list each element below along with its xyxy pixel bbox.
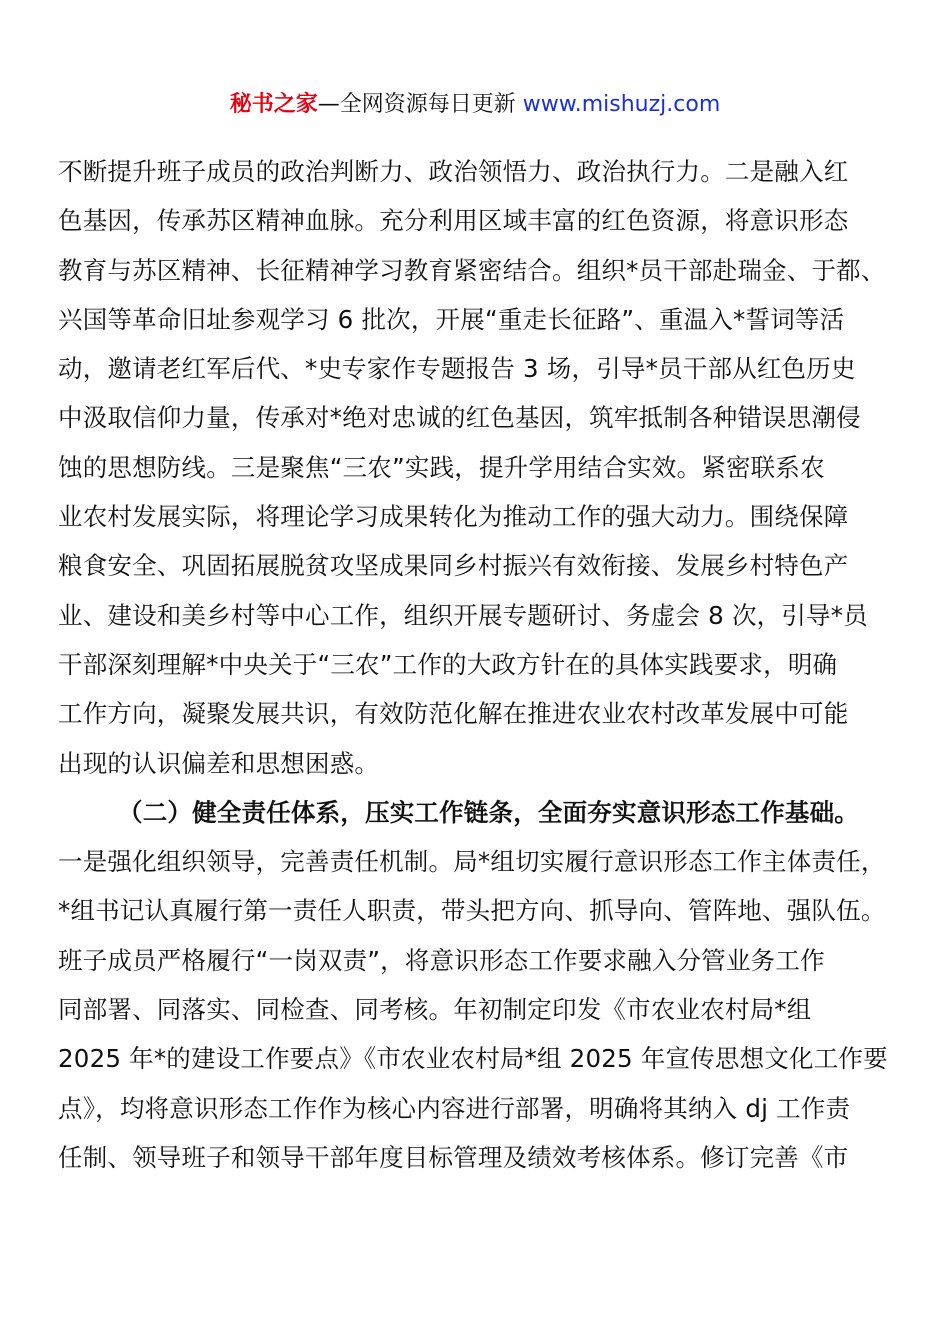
section-heading: （二）健全责任体系，压实工作链条，全面夯实意识形态工作基础。 xyxy=(118,797,859,827)
text-line: 动，邀请老红军后代、*史专家作专题报告 3 场，引导*员干部从红色历史 xyxy=(58,354,856,384)
site-brand: 秘书之家 xyxy=(229,92,318,117)
text-line: 2025 年*的建设工作要点》《市农业农村局*组 2025 年宣传思想文化工作要 xyxy=(58,1044,888,1074)
text-line: 教育与苏区精神、长征精神学习教育紧密结合。组织*员干部赴瑞金、于都、 xyxy=(58,255,886,285)
text-line: 中汲取信仰力量，传承对*绝对忠诚的红色基因，筑牢抵制各种错误思潮侵 xyxy=(58,403,861,433)
site-header xyxy=(0,88,950,122)
text-line: *组书记认真履行第一责任人职责，带头把方向、抓导向、管阵地、强队伍。 xyxy=(58,896,886,926)
text-line: 不断提升班子成员的政治判断力、政治领悟力、政治执行力。二是融入红 xyxy=(58,157,849,186)
text-line: 干部深刻理解*中央关于“三农”工作的大政方针在的具体实践要求，明确 xyxy=(58,649,838,679)
text-line: 同部署、同落实、同检查、同考核。年初制定印发《市农业农村局*组 xyxy=(58,995,812,1025)
text-line: 蚀的思想防线。三是聚焦“三农”实践，提升学用结合实效。紧密联系农 xyxy=(58,452,825,482)
document-body xyxy=(58,147,918,1182)
text-line: 业、建设和美乡村等中心工作，组织开展专题研讨、务虚会 8 次，引导*员 xyxy=(58,600,868,630)
text-line: 出现的认识偏差和思想困惑。 xyxy=(58,748,380,778)
text-line: 班子成员严格履行“一岗双责”，将意识形态工作要求融入分管业务工作 xyxy=(58,945,825,975)
text-line: 色基因，传承苏区精神血脉。充分利用区域丰富的红色资源，将意识形态 xyxy=(58,206,849,236)
text-line: 一是强化组织领导，完善责任机制。局*组切实履行意识形态工作主体责任， xyxy=(58,847,886,877)
site-tagline: —全网资源每日更新 xyxy=(317,92,516,117)
site-url-link[interactable]: www.mishuzj.com xyxy=(522,92,721,117)
text-line: 业农村发展实际，将理论学习成果转化为推动工作的强大动力。围绕保障 xyxy=(58,502,849,532)
text-line: 点》，均将意识形态工作作为核心内容进行部署，明确将其纳入 dj 工作责 xyxy=(58,1093,851,1123)
text-line: 兴国等革命旧址参观学习 6 批次，开展“重走长征路”、重温入*誓词等活 xyxy=(58,304,845,334)
text-line: 工作方向，凝聚发展共识，有效防范化解在推进农业农村改革发展中可能 xyxy=(58,699,849,729)
text-line: 粮食安全、巩固拓展脱贫攻坚成果同乡村振兴有效衔接、发展乡村特色产 xyxy=(58,551,849,581)
text-line: 任制、领导班子和领导干部年度目标管理及绩效考核体系。修订完善《市 xyxy=(58,1142,849,1172)
